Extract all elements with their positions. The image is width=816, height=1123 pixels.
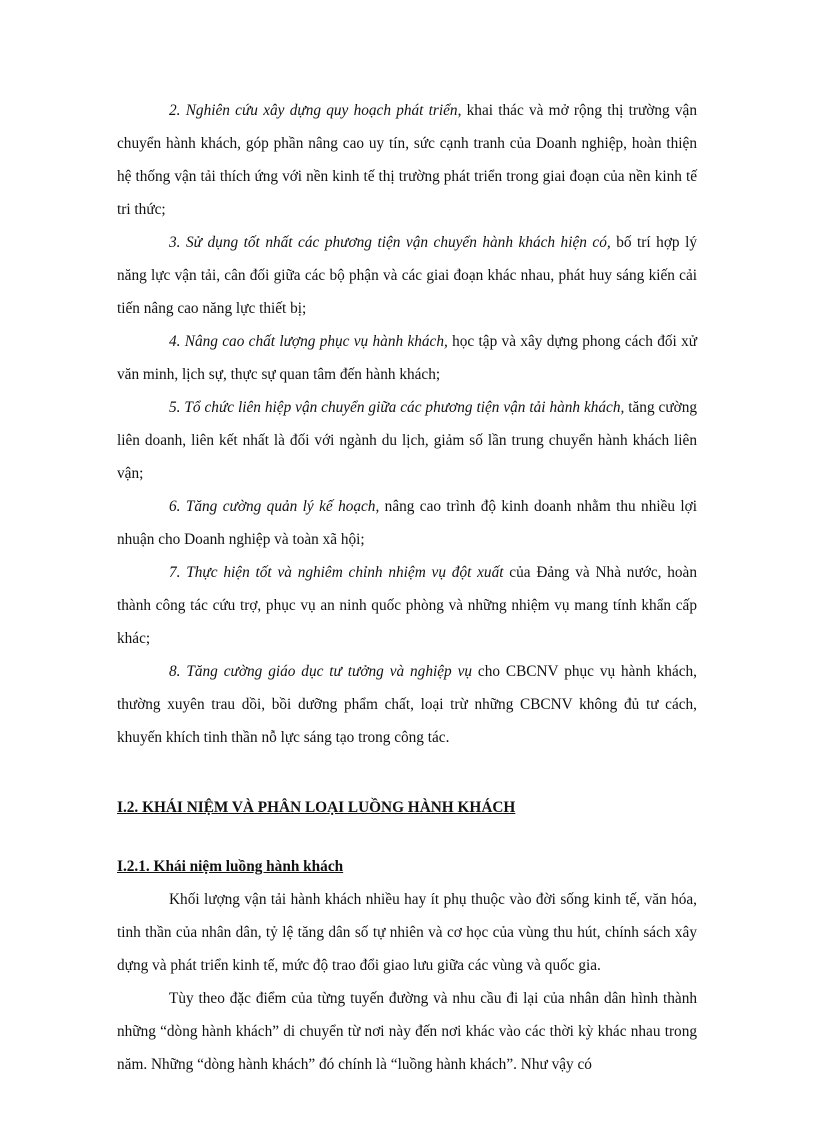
document-page: [117, 94, 697, 1081]
list-item-lead: 2. Nghiên cứu xây dựng quy hoạch phát triển: [169, 102, 458, 119]
list-item-5: [117, 391, 697, 490]
list-item-lead: 8. Tăng cường giáo dục tư tưởng và nghiệp vụ: [169, 663, 473, 680]
list-item-text: cho CBCNV phục vụ hành khách, thường xuyên trau dồi, bồi dưỡng phẩm chất, loại trừ những CBCNV không đủ tư cách, khuyến khích tinh thần nỗ lực sáng tạo trong công tác.: [117, 663, 698, 746]
list-item-text: , khai thác và mở rộng thị trường vận chuyển hành khách, góp phần nâng cao uy tín, sức cạnh tranh của Doanh nghiệp, hoàn thiện hệ thống vận tải thích ứng với nền kinh tế thị trường phát triển trong giai đoạn của nền kinh tế tri thức;: [117, 102, 697, 218]
list-item-4: [117, 325, 697, 391]
section-heading: I.2. KHÁI NIỆM VÀ PHÂN LOẠI LUỒNG HÀNH KHÁCH: [117, 799, 516, 816]
list-item-7: [117, 556, 697, 655]
list-item-text: nâng cao trình độ kinh doanh nhằm thu nhiều lợi nhuận cho Doanh nghiệp và toàn xã hội;: [117, 498, 698, 548]
list-item-6: [117, 490, 697, 556]
list-item-8: [117, 655, 697, 754]
list-item-lead: 4. Nâng cao chất lượng phục vụ hành khách,: [169, 333, 448, 350]
list-item-text: bố trí hợp lý năng lực vận tải, cân đối giữa các bộ phận và các giai đoạn khác nhau, phát huy sáng kiến cải tiến nâng cao năng lực thiết bị;: [117, 234, 697, 317]
list-item-lead: 3. Sử dụng tốt nhất các phương tiện vận chuyển hành khách hiện có,: [169, 234, 611, 251]
list-item-text: của Đảng và Nhà nước, hoàn thành công tác cứu trợ, phục vụ an ninh quốc phòng và những nhiệm vụ mang tính khẩn cấp khác;: [117, 564, 697, 647]
list-item-lead: 5. Tổ chức liên hiệp vận chuyển giữa các phương tiện vận tải hành khách,: [169, 399, 625, 416]
list-item-text: học tập và xây dựng phong cách đối xử văn minh, lịch sự, thực sự quan tâm đến hành khách;: [117, 333, 698, 383]
body-paragraph: Tùy theo đặc điểm của từng tuyến đường và nhu cầu đi lại của nhân dân hình thành những “dòng hành khách” di chuyển từ nơi này đến nơi khác vào các thời kỳ khác nhau trong năm. Những “dòng hành khách” đó chính là “luồng hành khách”. Như vậy có: [117, 990, 697, 1073]
subsection-heading: I.2.1. Khái niệm luồng hành khách: [117, 858, 344, 875]
list-item-text: tăng cường liên doanh, liên kết nhất là đối với ngành du lịch, giảm số lần trung chuyển hành khách liên vận;: [117, 399, 698, 482]
list-item-lead: 7. Thực hiện tốt và nghiêm chỉnh nhiệm vụ đột xuất: [169, 564, 504, 581]
list-item-3: [117, 226, 697, 325]
body-paragraph: Khối lượng vận tải hành khách nhiều hay ít phụ thuộc vào đời sống kinh tế, văn hóa, tinh thần của nhân dân, tỷ lệ tăng dân số tự nhiên và cơ học của vùng thu hút, chính sách xây dựng và phát triển kinh tế, mức độ trao đổi giao lưu giữa các vùng và quốc gia.: [117, 891, 697, 974]
list-item-lead: 6. Tăng cường quản lý kế hoạch,: [169, 498, 380, 515]
list-item-2: [117, 94, 697, 226]
